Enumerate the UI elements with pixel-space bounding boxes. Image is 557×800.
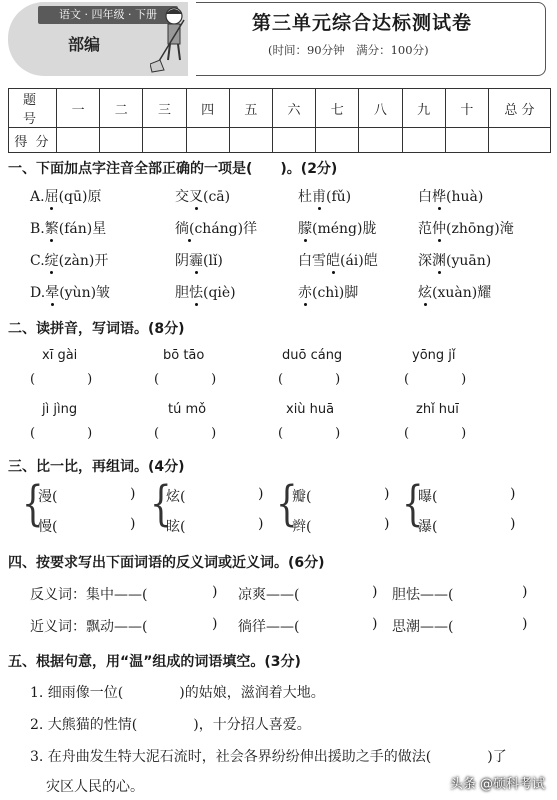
answer-blank-close[interactable]: ) [212, 584, 218, 600]
header [0, 0, 557, 80]
mascot-icon [150, 4, 194, 74]
compare-word: 瀑( [418, 519, 438, 535]
score-cell[interactable] [272, 128, 315, 153]
score-cell[interactable] [445, 128, 488, 153]
option-item [30, 250, 108, 270]
table-cell: 二 [100, 89, 143, 128]
question-4-title: 四、按要求写出下面词语的反义词或近义词。(6分) [8, 555, 325, 571]
sentence-3: 3. 在舟曲发生特大泥石流时，社会各界纷纷伸出援助之手的做法( )了 [30, 749, 507, 765]
table-cell: 三 [143, 89, 186, 128]
answer-blank[interactable]: ( ) [30, 426, 93, 441]
text: (zàn)开 [58, 253, 109, 269]
text: (fǔ) [326, 189, 352, 205]
page-subtitle: (时间：90分钟 满分：100分) [268, 43, 429, 57]
grade-label: 语文 · 四年级 · 下册 [38, 6, 178, 24]
answer-blank-close[interactable]: ) [130, 516, 136, 532]
dotted-char: 桦 [432, 189, 446, 205]
compare-word: 漫( [38, 489, 58, 505]
dotted-char: 屈 [44, 189, 59, 205]
dotted-char: 赤 [298, 285, 312, 301]
dotted-char: 炫 [418, 285, 432, 301]
brace-icon: { [276, 476, 298, 532]
option-item [298, 218, 376, 238]
table-cell: 七 [316, 89, 359, 128]
option-item [30, 186, 101, 206]
answer-blank-close[interactable]: ) [212, 616, 218, 632]
option-item [175, 250, 223, 270]
option-item [298, 186, 351, 206]
table-cell: 一 [57, 89, 100, 128]
answer-blank[interactable]: ( ) [278, 426, 341, 441]
text: 交 [175, 189, 189, 205]
dotted-char: 仲 [432, 221, 446, 237]
dotted-char: 皑 [326, 253, 340, 269]
word-prompt: 徜徉——( [238, 619, 300, 635]
pinyin: tú mǒ [168, 402, 207, 417]
option-label: A. [30, 189, 45, 205]
option-item [298, 250, 378, 270]
compare-word: 瓣( [292, 489, 312, 505]
table-cell: 四 [186, 89, 229, 128]
option-item [418, 218, 514, 238]
option-label: C. [30, 253, 45, 269]
pinyin: jì jìng [42, 402, 78, 417]
dotted-char: 朦 [298, 221, 312, 237]
option-item [175, 282, 236, 302]
answer-blank-close[interactable]: ) [130, 486, 136, 502]
answer-blank-close[interactable]: ) [510, 516, 516, 532]
text: (qū)原 [58, 189, 102, 205]
answer-blank-close[interactable]: ) [258, 486, 264, 502]
text: (huà) [446, 189, 484, 205]
brace-icon: { [150, 476, 172, 532]
score-cell[interactable] [143, 128, 186, 153]
compare-word: 眩( [166, 519, 186, 535]
dotted-char: 叉 [189, 189, 203, 205]
option-item [418, 250, 491, 270]
question-1-title: 一、下面加点字注音全部正确的一项是( )。(2分) [8, 161, 338, 177]
text: (fán)星 [58, 221, 107, 237]
text: (qiè) [203, 285, 236, 301]
compare-word: 炫( [166, 489, 186, 505]
text: 徜 [175, 221, 189, 237]
option-label: D. [30, 285, 46, 301]
table-row [9, 89, 551, 128]
page-title: 第三单元综合达标测试卷 [252, 12, 473, 34]
table-cell: 总 分 [489, 89, 551, 128]
option-item [418, 282, 491, 302]
answer-blank[interactable]: ( ) [154, 426, 217, 441]
sentence-3-continued: 灾区人民的心。 [46, 779, 144, 795]
pinyin: xī gài [42, 348, 78, 363]
score-table [8, 88, 551, 153]
option-item [30, 282, 110, 302]
text: 范 [418, 221, 432, 237]
dotted-char: 甫 [312, 189, 326, 205]
compare-word: 曝( [418, 489, 438, 505]
answer-blank-close[interactable]: ) [258, 516, 264, 532]
answer-blank-close[interactable]: ) [384, 516, 390, 532]
text: (yùn)皱 [59, 285, 111, 301]
text: (cā) [203, 189, 231, 205]
brace-icon: { [22, 476, 44, 532]
score-cell[interactable] [316, 128, 359, 153]
text: 杜 [298, 189, 312, 205]
score-cell[interactable] [186, 128, 229, 153]
question-2-title: 二、读拼音，写词语。(8分) [8, 321, 185, 337]
table-cell: 六 [272, 89, 315, 128]
pinyin: bō tāo [163, 348, 205, 363]
score-cell[interactable] [100, 128, 143, 153]
answer-blank-close[interactable]: ) [372, 616, 378, 632]
option-item [175, 186, 230, 206]
edition-label: 部编 [68, 35, 101, 54]
table-cell: 五 [229, 89, 272, 128]
watermark: 头条 @硕科考试 [449, 777, 545, 792]
pinyin: xiù huā [286, 402, 335, 417]
answer-blank-close[interactable]: ) [510, 486, 516, 502]
pinyin: duō cáng [282, 348, 343, 363]
option-item [175, 218, 257, 238]
text: (ái)皑 [340, 253, 378, 269]
table-cell: 九 [402, 89, 445, 128]
answer-blank[interactable]: ( ) [404, 426, 467, 441]
brace-icon: { [402, 476, 424, 532]
dotted-char: 晕 [45, 285, 60, 301]
option-item [418, 186, 483, 206]
answer-blank-close[interactable]: ) [522, 616, 528, 632]
word-prompt: 思潮——( [392, 619, 454, 635]
table-cell: 得 分 [9, 128, 57, 153]
score-cell[interactable] [229, 128, 272, 153]
table-cell: 十 [445, 89, 488, 128]
answer-blank[interactable]: ( ) [404, 372, 467, 387]
text: (chì)脚 [312, 285, 359, 301]
word-prompt: 近义词：飘动——( [30, 619, 148, 635]
text: 白 [418, 189, 432, 205]
table-cell: 题 号 [9, 89, 57, 128]
question-3-title: 三、比一比，再组词。(4分) [8, 459, 185, 475]
dotted-char: 繁 [44, 221, 59, 237]
score-cell[interactable] [402, 128, 445, 153]
score-cell[interactable] [359, 128, 402, 153]
option-label: B. [30, 221, 45, 237]
compare-word: 辫( [292, 519, 312, 535]
text: 阴 [175, 253, 189, 269]
text: 深 [418, 253, 432, 269]
score-cell[interactable] [57, 128, 100, 153]
answer-blank[interactable]: ( ) [154, 372, 217, 387]
dotted-char: 绽 [44, 253, 59, 269]
sentence-1: 1. 细雨像一位( )的姑娘，滋润着大地。 [30, 685, 325, 701]
text: (cháng)徉 [189, 221, 258, 237]
text: (méng)胧 [312, 221, 377, 237]
answer-blank[interactable]: ( ) [30, 372, 93, 387]
word-prompt: 胆怯——( [392, 587, 454, 603]
text: 胆 [175, 285, 189, 301]
text: (zhōng)淹 [446, 221, 514, 237]
question-5-title: 五、根据句意，用“温”组成的词语填空。(3分) [8, 654, 301, 670]
dotted-char: 渊 [432, 253, 446, 269]
table-cell: 八 [359, 89, 402, 128]
pinyin: yōng jǐ [412, 348, 456, 363]
dotted-char: 怯 [189, 285, 203, 301]
dotted-char: 霾 [189, 253, 203, 269]
word-prompt: 凉爽——( [238, 587, 300, 603]
answer-blank-close[interactable]: ) [522, 584, 528, 600]
answer-blank-close[interactable]: ) [384, 486, 390, 502]
option-item [30, 218, 106, 238]
compare-word: 慢( [38, 519, 58, 535]
word-prompt: 反义词：集中——( [30, 587, 148, 603]
score-cell[interactable] [489, 128, 551, 153]
text: (yuān) [446, 253, 492, 269]
answer-blank[interactable]: ( ) [278, 372, 341, 387]
table-row [9, 128, 551, 153]
sentence-2: 2. 大熊猫的性情( )，十分招人喜爱。 [30, 717, 311, 733]
text: 白雪 [298, 253, 326, 269]
option-item [298, 282, 358, 302]
pinyin: zhǐ huī [416, 402, 459, 417]
answer-blank-close[interactable]: ) [372, 584, 378, 600]
text: (xuàn)耀 [432, 285, 492, 301]
text: (lǐ) [203, 253, 223, 269]
